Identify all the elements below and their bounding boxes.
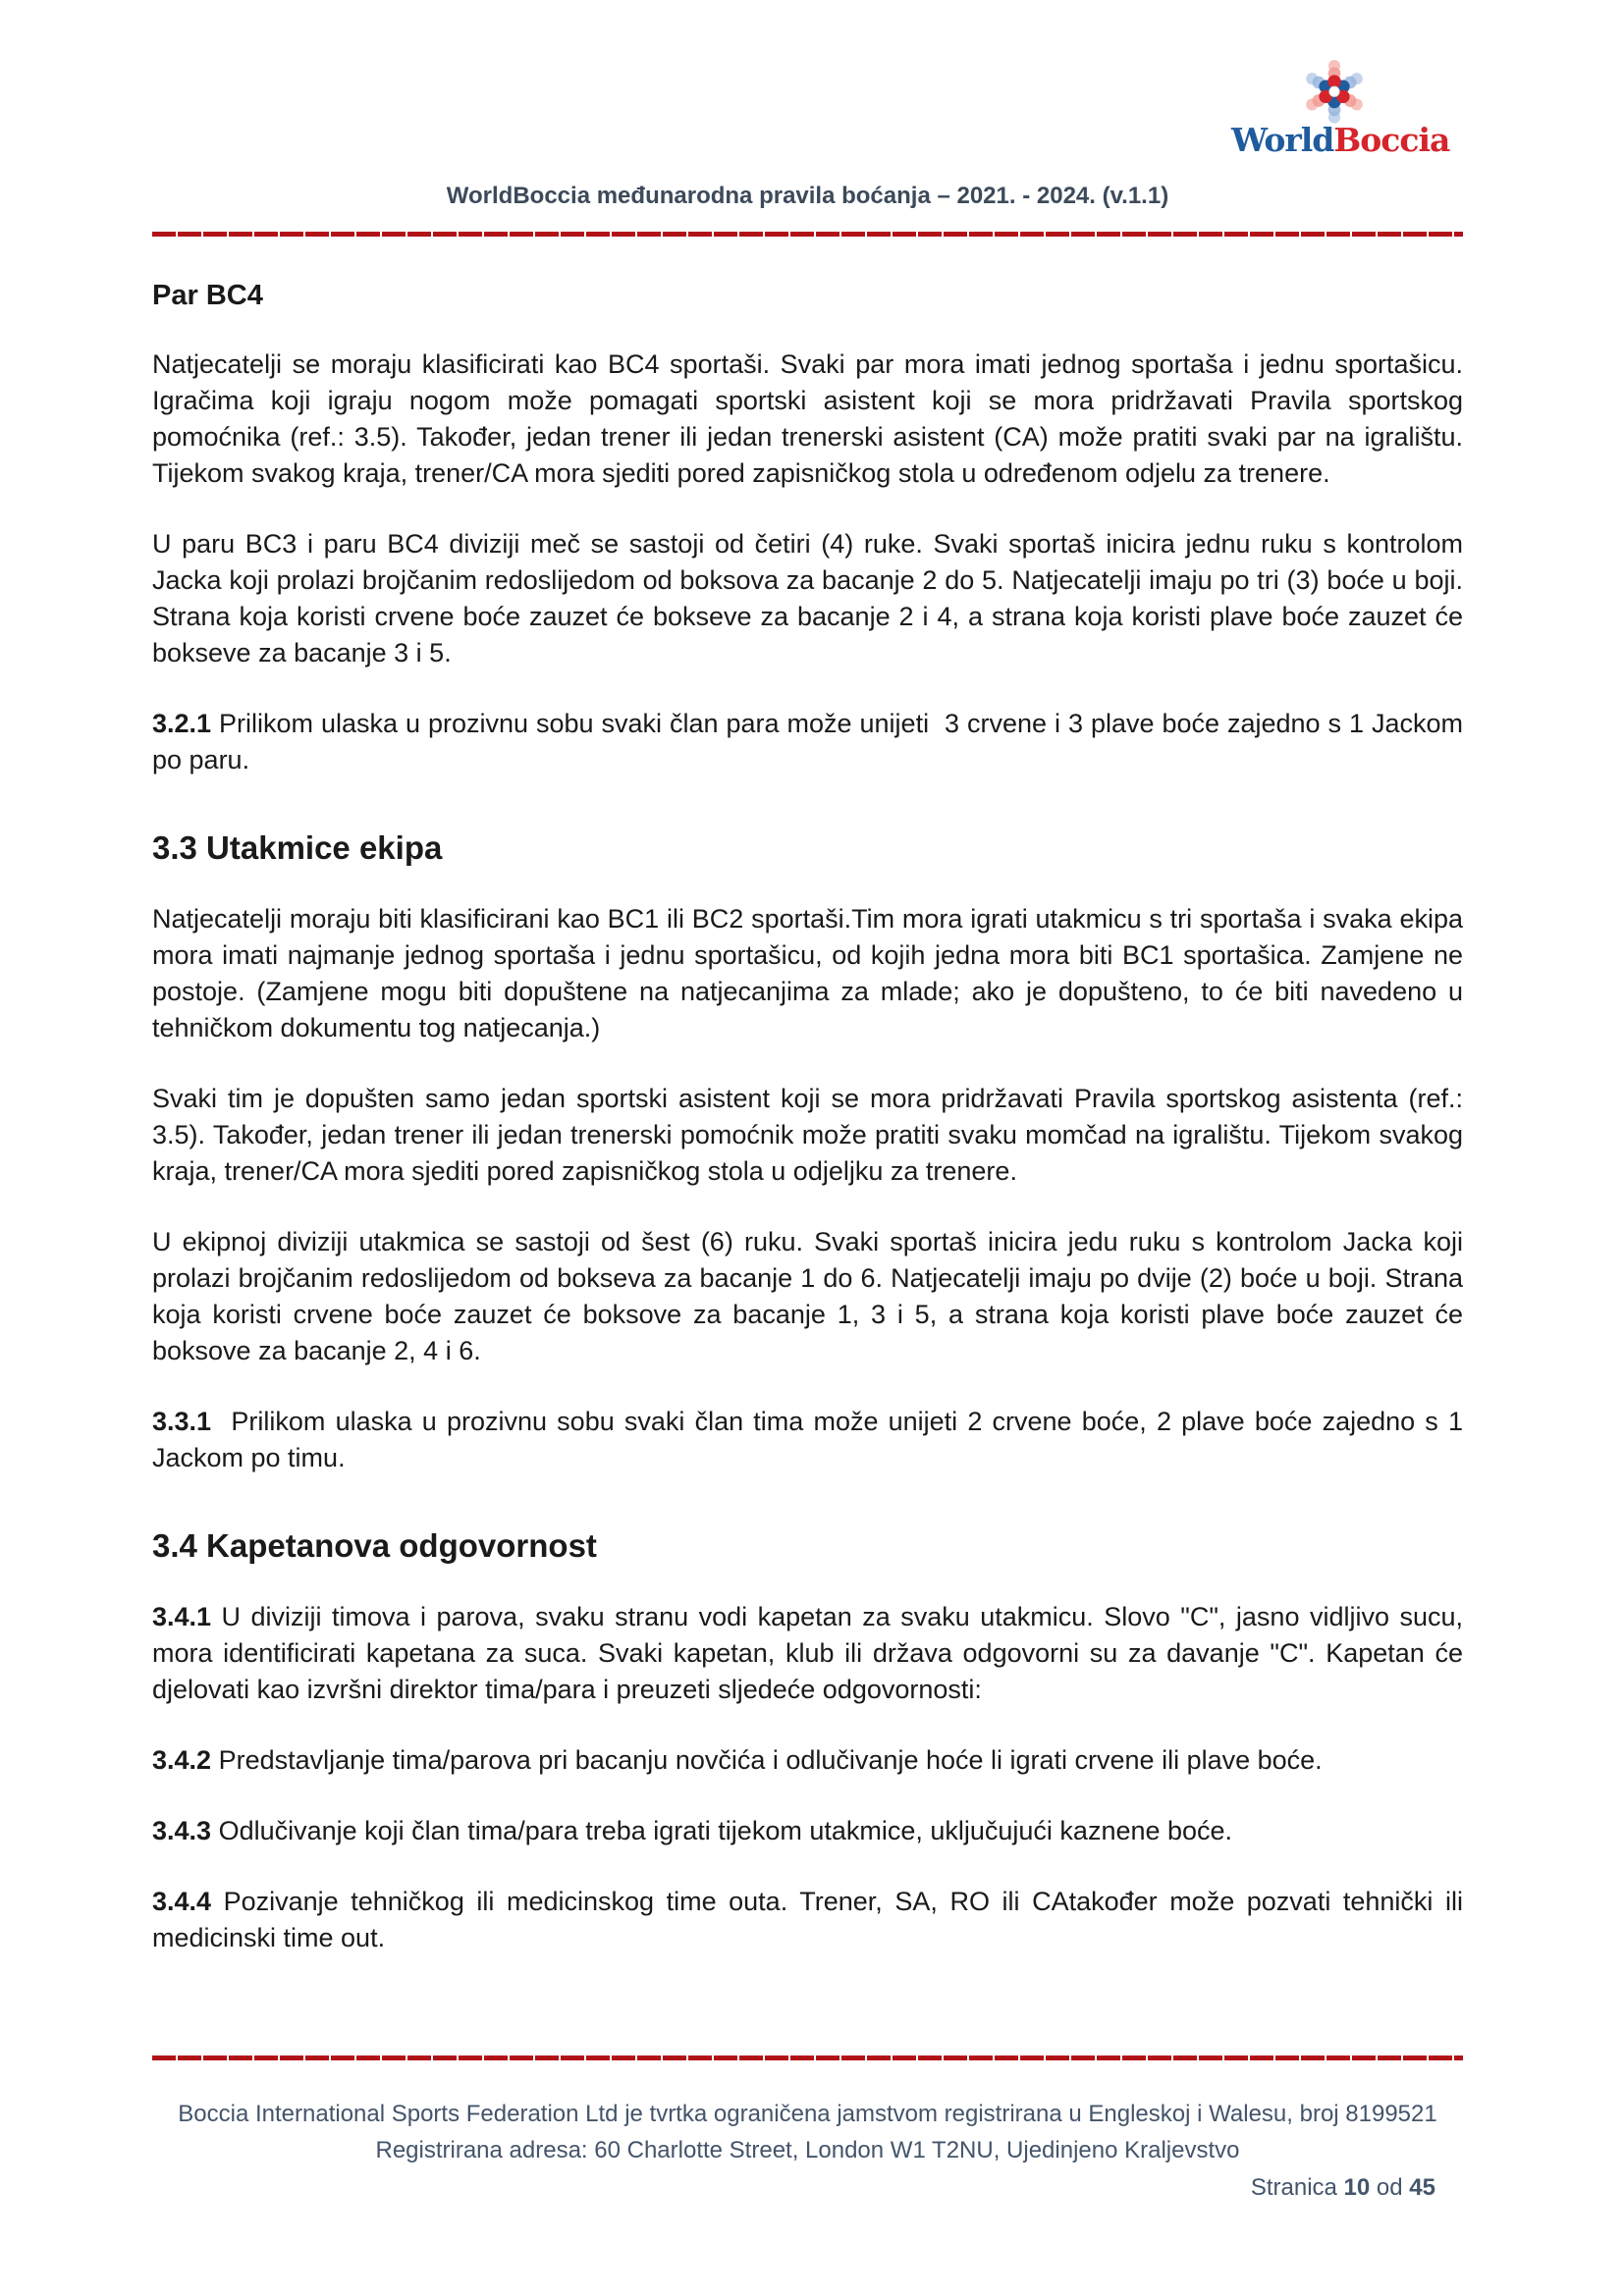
clause-text-3-4-2: Predstavljanje tima/parova pri bacanju novčića i odlučivanje hoće li igrati crvene ili plave boće. [211, 1745, 1323, 1775]
page-number-label: Stranica [1250, 2174, 1337, 2201]
document-title: WorldBoccia međunarodna pravila boćanja – 2021. - 2024. (v.1.1) [446, 183, 1169, 209]
paragraph-bc4-classification: Natjecatelji se moraju klasificirati kao BC4 sportaši. Svaki par mora imati jednog sportaša i jednu sportašicu. Igračima koji igraju nogom može pomagati sportski asistent koji se mora pridržavati Pravila sportskog pomoćnika (ref.: 3.5). Također, jedan trener ili jedan trenerski asistent (CA) može pratiti svaki par na igralištu. Tijekom svakog kraja, trener/CA mora sjediti pored zapisničkog stola u određenom odjelu za trenere. [152, 349, 1463, 488]
document-body [152, 280, 1471, 1956]
red-divider-bottom [152, 2056, 1463, 2060]
clause-text-3-2-1: Prilikom ulaska u prozivnu sobu svaki član para može unijeti 3 crvene i 3 plave boće zajedno s 1 Jackom po paru. [152, 709, 1471, 774]
clause-number-3-4-2: 3.4.2 [152, 1745, 212, 1775]
footer-address-line: Registrirana adresa: 60 Charlotte Street, London W1 T2NU, Ujedinjeno Kraljevstvo [375, 2137, 1240, 2163]
clause-text-3-4-4: Pozivanje tehničkog ili medicinskog time outa. Trener, SA, RO ili CAtakođer može pozvati tehnički ili medicinski time out. [152, 1887, 1463, 1952]
page-footer [152, 2056, 1463, 2202]
heading-par-bc4: Par BC4 [152, 280, 263, 311]
paragraph-3-2-1 [152, 706, 1471, 778]
clause-number-3-4-1: 3.4.1 [152, 1602, 212, 1631]
page-number-separator: od [1376, 2174, 1403, 2201]
paragraph-bc3-bc4-match: U paru BC3 i paru BC4 diviziji meč se sastoji od četiri (4) ruke. Svaki sportaš inicira jednu ruku s kontrolom Jacka koji prolazi brojčanim redoslijedom od boksova za bacanje 2 do 5. Natjecatelji imaju po tri (3) boće u boji. Strana koja koristi crvene boće zauzet će bokseve za bacanje 2 i 4, a strana koja koristi plave boće zauzet će bokseve za bacanje 3 i 5. [152, 529, 1463, 667]
page-header [152, 53, 1463, 177]
paragraph-3-4-4 [152, 1884, 1463, 1956]
paragraph-team-match: U ekipnoj diviziji utakmica se sastoji od šest (6) ruku. Svaki sportaš inicira jedu ruku s kontrolom Jacka koji prolazi brojčanim redoslijedom od bokseva za bacanje 1 do 6. Natjecatelji imaju po dvije (2) boće u boji. Strana koja koristi crvene boće zauzet će boksove za bacanje 1, 3 i 5, a strana koja koristi plave boće zauzet će boksove za bacanje 2, 4 i 6. [152, 1227, 1463, 1365]
clause-number-3-4-4: 3.4.4 [152, 1887, 212, 1916]
logo-word-boccia: Boccia [1333, 121, 1450, 159]
paragraph-team-assistant: Svaki tim je dopušten samo jedan sportski asistent koji se mora pridržavati Pravila sportskog asistenta (ref.: 3.5). Također, jedan trener ili jedan trenerski pomoćnik može pratiti svaku momčad na igralištu. Tijekom svakog kraja, trener/CA mora sjediti pored zapisničkog stola u odjeljku za trenere. [152, 1084, 1463, 1186]
page-number-current: 10 [1343, 2174, 1371, 2201]
heading-3-3-utakmice-ekipa: 3.3 Utakmice ekipa [152, 829, 443, 866]
paragraph-3-4-3 [152, 1813, 1463, 1849]
footer-company-line: Boccia International Sports Federation Ltd je tvrtka ograničena jamstvom registrirana u Engleskoj i Walesu, broj 8199521 [178, 2101, 1437, 2127]
red-divider-top [152, 232, 1463, 237]
paragraph-3-3-1 [152, 1404, 1471, 1476]
heading-3-4-kapetanova-odgovornost: 3.4 Kapetanova odgovornost [152, 1527, 597, 1564]
paragraph-3-4-1 [152, 1599, 1463, 1708]
paragraph-team-classification: Natjecatelji moraju biti klasificirani kao BC1 ili BC2 sportaši.Tim mora igrati utakmicu s tri sportaša i svaka ekipa mora imati najmanje jednog sportaša i jednu sportašicu, od kojih jedna mora biti BC1 sportašica. Zamjene ne postoje. (Zamjene mogu biti dopuštene na natjecanjima za mlade; ako je dopušteno, to će biti navedeno u tehničkom dokumentu tog natjecanja.) [152, 904, 1463, 1042]
clause-number-3-2-1: 3.2.1 [152, 709, 212, 738]
clause-text-3-4-3: Odlučivanje koji član tima/para treba igrati tijekom utakmice, uključujući kaznene boće. [211, 1816, 1233, 1845]
clause-text-3-3-1: Prilikom ulaska u prozivnu sobu svaki član tima može unijeti 2 crvene boće, 2 plave boće zajedno s 1 Jackom po timu. [152, 1407, 1471, 1472]
worldboccia-logo [1231, 55, 1450, 159]
footer-lines [152, 2096, 1463, 2168]
clause-text-3-4-1: U diviziji timova i parova, svaku stranu vodi kapetan za svaku utakmicu. Slovo "C", jasno vidljivo sucu, mora identificirati kapetana za suca. Svaki kapetan, klub ili država odgovorni su za davanje "C". Kapetan će djelovati kao izvršni direktor tima/para i preuzeti sljedeće odgovornosti: [152, 1602, 1463, 1704]
clause-number-3-4-3: 3.4.3 [152, 1816, 212, 1845]
logo-wordmark [1231, 121, 1450, 159]
logo-word-world: World [1231, 121, 1334, 159]
page-number-total: 45 [1409, 2174, 1435, 2201]
clause-number-3-3-1: 3.3.1 [152, 1407, 212, 1436]
page-number [152, 2174, 1463, 2202]
boccia-star-icon [1303, 55, 1366, 126]
paragraph-3-4-2 [152, 1742, 1463, 1779]
